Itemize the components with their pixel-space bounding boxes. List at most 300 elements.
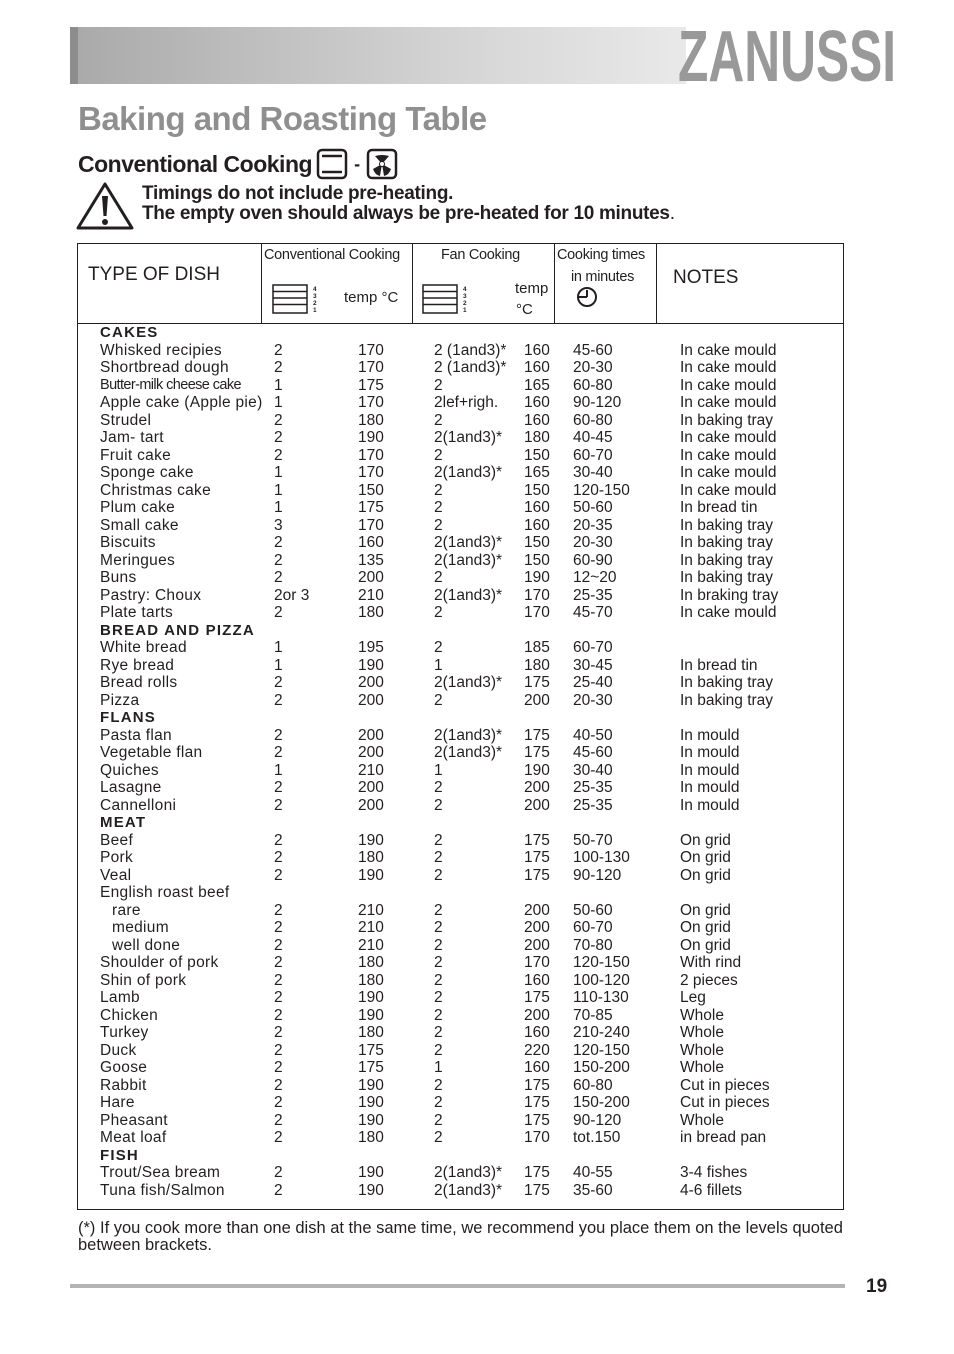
cooking-time: 120-150	[573, 954, 630, 971]
conventional-temp: 180	[358, 971, 384, 989]
conventional-temp: 190	[358, 866, 384, 884]
table-row	[0, 394, 954, 412]
notes: Whole	[680, 1041, 724, 1059]
table-row	[0, 377, 954, 395]
conventional-temp: 190	[358, 1181, 384, 1199]
fan-shelf-level: 2	[434, 376, 443, 394]
fan-temp: 175	[524, 744, 550, 761]
header-cooking-times: Cooking times	[557, 247, 645, 263]
cooking-time: 90-120	[573, 394, 622, 411]
fan-temp: 175	[524, 1111, 550, 1129]
notes: 2 pieces	[680, 971, 738, 989]
dish-name: Meat loaf	[100, 1129, 167, 1146]
notes: In bread tin	[680, 499, 758, 516]
fan-temp: 175	[524, 726, 550, 744]
dish-name: Shin of pork	[100, 971, 187, 989]
header-temp-fan: temp	[515, 280, 549, 297]
notes: In mould	[680, 796, 740, 814]
cooking-time: 50-70	[573, 831, 613, 849]
header-notes: NOTES	[673, 267, 739, 288]
conventional-shelf-level: 2	[274, 569, 283, 586]
fan-temp: 160	[524, 411, 550, 429]
cooking-time: 100-130	[573, 849, 630, 866]
conventional-shelf-level: 2	[274, 1094, 283, 1111]
fan-shelf-level: 2	[434, 1041, 443, 1059]
cooking-time: 50-60	[573, 901, 613, 919]
cooking-time: 30-40	[573, 464, 613, 481]
cooking-time: 60-70	[573, 919, 613, 936]
cooking-time: 120-150	[573, 481, 630, 499]
dish-name: Pastry: Choux	[100, 586, 202, 604]
conventional-temp: 170	[358, 394, 384, 411]
dish-name: Pasta flan	[100, 726, 172, 744]
dish-name: Shortbread dough	[100, 359, 229, 376]
notes: On grid	[680, 936, 731, 954]
fan-shelf-level: 2	[434, 691, 443, 709]
conventional-shelf-level: 2	[274, 674, 283, 691]
header-divider	[261, 243, 262, 324]
dish-name: Trout/Sea bream	[100, 1164, 221, 1181]
conventional-shelf-level: 2	[274, 1111, 283, 1129]
dish-name: Whisked recipies	[100, 341, 222, 359]
notes: In mould	[680, 779, 740, 796]
table-row	[0, 359, 954, 377]
footnote: (*) If you cook more than one dish at the same time, we recommend you place them on the levels quoted between brackets.	[78, 1219, 843, 1254]
conventional-shelf-level: 1	[274, 499, 283, 516]
conventional-temp: 210	[358, 901, 384, 919]
table-row	[0, 937, 954, 955]
conventional-shelf-level: 2	[274, 1041, 283, 1059]
notes: On grid	[680, 919, 731, 936]
conventional-shelf-level: 2	[274, 429, 283, 446]
conventional-temp: 190	[358, 1094, 384, 1111]
conventional-shelf-level: 1	[274, 656, 283, 674]
notes: In mould	[680, 726, 740, 744]
dish-name: Buns	[100, 569, 137, 586]
conventional-temp: 170	[358, 446, 384, 464]
shelf-number: 3	[313, 293, 317, 300]
notes: Whole	[680, 1024, 724, 1041]
notes: In braking tray	[680, 586, 779, 604]
table-row	[0, 867, 954, 885]
conventional-shelf-level: 2	[274, 604, 283, 621]
conventional-temp: 180	[358, 604, 384, 621]
fan-shelf-level: 2(1and3)*	[434, 744, 503, 761]
conventional-shelf-level: 2	[274, 831, 283, 849]
fan-shelf-level: 2	[434, 604, 443, 621]
fan-shelf-level: 2(1and3)*	[434, 534, 503, 551]
conventional-temp: 190	[358, 429, 384, 446]
fan-temp: 200	[524, 919, 550, 936]
conventional-temp: 195	[358, 639, 384, 656]
dish-name: medium	[112, 919, 169, 936]
dish-name: Goose	[100, 1059, 148, 1076]
fan-temp: 200	[524, 901, 550, 919]
table-row	[0, 954, 954, 972]
conventional-shelf-level: 2	[274, 691, 283, 709]
conventional-temp: 210	[358, 919, 384, 936]
table-row	[0, 1094, 954, 1112]
fan-shelf-level: 2(1and3)*	[434, 726, 503, 744]
conventional-temp: 210	[358, 586, 384, 604]
section-subtitle	[78, 148, 398, 180]
table-row	[0, 464, 954, 482]
table-row	[0, 674, 954, 692]
table-row	[0, 762, 954, 780]
table-row	[0, 604, 954, 622]
fan-temp: 200	[524, 796, 550, 814]
fan-temp: 180	[524, 656, 550, 674]
dish-name: Fruit cake	[100, 446, 172, 464]
header-fan-cooking: Fan Cooking	[441, 247, 520, 263]
notes: 3-4 fishes	[680, 1164, 748, 1181]
conventional-shelf-level: 2	[274, 954, 283, 971]
cooking-time: 150-200	[573, 1094, 630, 1111]
fan-temp: 200	[524, 779, 550, 796]
dish-name: Plum cake	[100, 499, 176, 516]
section-heading-row	[0, 814, 954, 832]
fan-temp: 160	[524, 341, 550, 359]
notes: In cake mould	[680, 604, 777, 621]
dish-name: Sponge cake	[100, 464, 194, 481]
fan-temp: 175	[524, 1076, 550, 1094]
table-row	[0, 342, 954, 360]
notice-line-2-text: The empty oven should always be pre-heated for 10 minutes	[142, 203, 670, 224]
dish-name: Rye bread	[100, 656, 175, 674]
fan-shelf-level: 2	[434, 989, 443, 1006]
notes: In cake mould	[680, 359, 777, 376]
dish-name: Beef	[100, 831, 134, 849]
conventional-shelf-level: 2	[274, 411, 283, 429]
table-row	[0, 919, 954, 937]
fan-shelf-level: 1	[434, 656, 443, 674]
header-type-of-dish: TYPE OF DISH	[88, 264, 220, 285]
cooking-time: 25-40	[573, 674, 613, 691]
table-row	[0, 832, 954, 850]
conventional-shelf-level: 2	[274, 534, 283, 551]
fan-shelf-level: 2	[434, 516, 443, 534]
notes: On grid	[680, 831, 731, 849]
footer-rule	[70, 1284, 845, 1288]
fan-temp: 175	[524, 1181, 550, 1199]
brand-logo	[678, 18, 898, 88]
fan-shelf-level: 2	[434, 1006, 443, 1024]
fan-shelf-level: 2	[434, 919, 443, 936]
table-row	[0, 1007, 954, 1025]
fan-shelf-level: 2	[434, 569, 443, 586]
fan-shelf-level: 2	[434, 1094, 443, 1111]
conventional-temp: 200	[358, 569, 384, 586]
dish-name: Tuna fish/Salmon	[100, 1181, 225, 1199]
conventional-temp: 190	[358, 1164, 384, 1181]
fan-shelf-level: 2	[434, 936, 443, 954]
conventional-temp: 190	[358, 656, 384, 674]
dish-name: Duck	[100, 1041, 137, 1059]
conventional-shelf-level: 2	[274, 1024, 283, 1041]
header-in-minutes: in minutes	[571, 269, 635, 285]
cooking-time: 20-30	[573, 691, 613, 709]
cooking-time: 60-70	[573, 446, 613, 464]
table-row	[0, 1164, 954, 1182]
dish-name: Lamb	[100, 989, 140, 1006]
conventional-oven-icon	[316, 148, 348, 180]
cooking-time: 45-70	[573, 604, 613, 621]
fan-temp: 170	[524, 1129, 550, 1146]
svg-text:ZANUSSI: ZANUSSI	[678, 18, 896, 88]
cooking-time: 45-60	[573, 744, 613, 761]
cooking-time: 100-120	[573, 971, 630, 989]
section-heading-row	[0, 709, 954, 727]
preheat-notice	[142, 184, 675, 224]
fan-shelf-level: 2	[434, 954, 443, 971]
notes: in bread pan	[680, 1129, 767, 1146]
fan-shelf-level: 2	[434, 481, 443, 499]
notice-line-2-end: .	[669, 203, 675, 224]
shelf-number: 1	[463, 307, 467, 314]
page-number: 19	[866, 1276, 888, 1297]
conventional-temp: 135	[358, 551, 384, 569]
table-row	[0, 482, 954, 500]
header-band	[70, 27, 686, 84]
conventional-temp: 190	[358, 831, 384, 849]
dish-name: Pheasant	[100, 1111, 168, 1129]
notes: In cake mould	[680, 341, 777, 359]
conventional-temp: 170	[358, 516, 384, 534]
fan-shelf-level: 2(1and3)*	[434, 551, 503, 569]
cooking-time: 90-120	[573, 1111, 622, 1129]
conventional-temp: 150	[358, 481, 384, 499]
conventional-temp: 180	[358, 954, 384, 971]
conventional-shelf-level: 2	[274, 901, 283, 919]
conventional-temp: 180	[358, 411, 384, 429]
fan-shelf-level: 2	[434, 901, 443, 919]
table-row	[0, 412, 954, 430]
cooking-time: 40-45	[573, 429, 613, 446]
conventional-temp: 170	[358, 341, 384, 359]
conventional-shelf-level: 2	[274, 1059, 283, 1076]
dish-name: Cannelloni	[100, 796, 177, 814]
notice-line-2	[142, 204, 675, 224]
fan-temp: 220	[524, 1041, 550, 1059]
cooking-time: 40-50	[573, 726, 613, 744]
cooking-time: 60-80	[573, 411, 613, 429]
table-row	[0, 639, 954, 657]
table-row	[0, 534, 954, 552]
dish-name: well done	[112, 936, 181, 954]
notes: Leg	[680, 989, 706, 1006]
fan-temp: 150	[524, 446, 550, 464]
notes: In baking tray	[680, 674, 774, 691]
table-body	[0, 324, 954, 1199]
cooking-time: 50-60	[573, 499, 613, 516]
dish-name: BREAD AND PIZZA	[100, 621, 255, 639]
cooking-time: 45-60	[573, 341, 613, 359]
conventional-temp: 170	[358, 359, 384, 376]
dish-name: Quiches	[100, 761, 159, 779]
dish-name: FISH	[100, 1146, 139, 1164]
conventional-temp: 190	[358, 989, 384, 1006]
fan-temp: 190	[524, 761, 550, 779]
conventional-shelf-level: 2	[274, 919, 283, 936]
dish-name: Vegetable flan	[100, 744, 203, 761]
conventional-temp: 200	[358, 674, 384, 691]
clock-icon	[576, 286, 598, 308]
fan-temp: 150	[524, 534, 550, 551]
fan-temp: 175	[524, 1164, 550, 1181]
subtitle-separator: -	[354, 153, 360, 174]
dish-name: Butter-milk cheese cake	[100, 376, 241, 393]
subtitle-text: Conventional Cooking	[78, 150, 313, 177]
fan-temp: 170	[524, 586, 550, 604]
fan-temp: 200	[524, 691, 550, 709]
conventional-shelf-level: 2	[274, 1129, 283, 1146]
notes: In cake mould	[680, 481, 777, 499]
notes: 4-6 fillets	[680, 1181, 743, 1199]
shelf-number: 2	[463, 300, 467, 307]
dish-name: Christmas cake	[100, 481, 212, 499]
fan-temp: 160	[524, 499, 550, 516]
fan-shelf-level: 2(1and3)*	[434, 674, 503, 691]
section-heading-row	[0, 622, 954, 640]
notes: In cake mould	[680, 376, 777, 394]
conventional-shelf-level: 2	[274, 446, 283, 464]
section-heading-row	[0, 324, 954, 342]
dish-name: Turkey	[100, 1024, 149, 1041]
fan-shelf-level: 2 (1and3)*	[434, 341, 507, 359]
notes: In cake mould	[680, 446, 777, 464]
fan-shelf-level: 2	[434, 796, 443, 814]
fan-shelf-level: 2	[434, 1111, 443, 1129]
dish-name: rare	[112, 901, 141, 919]
fan-shelf-level: 2(1and3)*	[434, 1181, 503, 1199]
shelf-level-icon	[272, 284, 322, 314]
fan-shelf-level: 2	[434, 639, 443, 656]
notes: Whole	[680, 1111, 724, 1129]
fan-shelf-level: 2	[434, 849, 443, 866]
notes: On grid	[680, 901, 731, 919]
fan-temp: 170	[524, 604, 550, 621]
fan-shelf-level: 2	[434, 971, 443, 989]
fan-shelf-level: 2	[434, 1076, 443, 1094]
notes: In baking tray	[680, 551, 774, 569]
conventional-temp: 160	[358, 534, 384, 551]
table-row	[0, 1024, 954, 1042]
cooking-time: 210-240	[573, 1024, 630, 1041]
notes: In cake mould	[680, 429, 777, 446]
notes: On grid	[680, 849, 731, 866]
conventional-shelf-level: 1	[274, 761, 283, 779]
fan-shelf-level: 2(1and3)*	[434, 586, 503, 604]
conventional-temp: 200	[358, 796, 384, 814]
conventional-temp: 200	[358, 744, 384, 761]
cooking-time: 60-90	[573, 551, 613, 569]
table-row	[0, 1129, 954, 1147]
conventional-shelf-level: 1	[274, 464, 283, 481]
header-temp-fan-unit: °C	[516, 301, 533, 318]
fan-temp: 160	[524, 971, 550, 989]
cooking-time: 35-60	[573, 1181, 613, 1199]
cooking-time: 70-80	[573, 936, 613, 954]
dish-name: CAKES	[100, 324, 159, 341]
table-row	[0, 1182, 954, 1200]
conventional-shelf-level: 2	[274, 744, 283, 761]
notes: In baking tray	[680, 569, 774, 586]
conventional-shelf-level: 2	[274, 341, 283, 359]
dish-name: Biscuits	[100, 534, 156, 551]
fan-shelf-level: 2 (1and3)*	[434, 359, 507, 376]
fan-temp: 190	[524, 569, 550, 586]
table-row	[0, 1059, 954, 1077]
cooking-time: 150-200	[573, 1059, 630, 1076]
conventional-temp: 190	[358, 1006, 384, 1024]
dish-name: Apple cake (Apple pie)	[100, 394, 263, 411]
cooking-time: tot.150	[573, 1129, 621, 1146]
conventional-temp: 180	[358, 1024, 384, 1041]
conventional-shelf-level: 2	[274, 779, 283, 796]
notes: In baking tray	[680, 691, 774, 709]
dish-name: Meringues	[100, 551, 176, 569]
conventional-temp: 180	[358, 849, 384, 866]
cooking-time: 60-80	[573, 376, 613, 394]
table-row	[0, 884, 954, 902]
dish-name: Jam- tart	[100, 429, 164, 446]
conventional-shelf-level: 2or 3	[274, 586, 310, 604]
table-row	[0, 569, 954, 587]
notes: In mould	[680, 744, 740, 761]
notes: In cake mould	[680, 394, 777, 411]
header-divider	[656, 243, 657, 324]
conventional-shelf-level: 2	[274, 866, 283, 884]
conventional-shelf-level: 2	[274, 989, 283, 1006]
dish-name: Pork	[100, 849, 134, 866]
conventional-shelf-level: 1	[274, 394, 283, 411]
notes: Whole	[680, 1006, 724, 1024]
conventional-shelf-level: 2	[274, 359, 283, 376]
table-row	[0, 552, 954, 570]
dish-name: MEAT	[100, 814, 147, 831]
conventional-shelf-level: 2	[274, 551, 283, 569]
conventional-temp: 175	[358, 499, 384, 516]
fan-oven-icon	[366, 148, 398, 180]
fan-temp: 200	[524, 936, 550, 954]
conventional-shelf-level: 2	[274, 726, 283, 744]
table-row	[0, 797, 954, 815]
table-row	[0, 1112, 954, 1130]
header-divider	[554, 243, 555, 324]
shelf-number: 1	[313, 307, 317, 314]
conventional-temp: 190	[358, 1076, 384, 1094]
fan-temp: 185	[524, 639, 550, 656]
cooking-time: 25-35	[573, 586, 613, 604]
table-row	[0, 989, 954, 1007]
fan-shelf-level: 2(1and3)*	[434, 1164, 503, 1181]
shelf-number: 4	[463, 286, 467, 293]
table-row	[0, 692, 954, 710]
fan-temp: 175	[524, 866, 550, 884]
dish-name: Pizza	[100, 691, 140, 709]
cooking-time: 20-35	[573, 516, 613, 534]
conventional-shelf-level: 2	[274, 1006, 283, 1024]
conventional-shelf-level: 2	[274, 796, 283, 814]
cooking-time: 25-35	[573, 779, 613, 796]
conventional-shelf-level: 1	[274, 639, 283, 656]
table-row	[0, 849, 954, 867]
cooking-time: 30-40	[573, 761, 613, 779]
fan-temp: 175	[524, 1094, 550, 1111]
cooking-time: 40-55	[573, 1164, 613, 1181]
fan-temp: 150	[524, 551, 550, 569]
header-conventional-cooking: Conventional Cooking	[264, 247, 400, 263]
